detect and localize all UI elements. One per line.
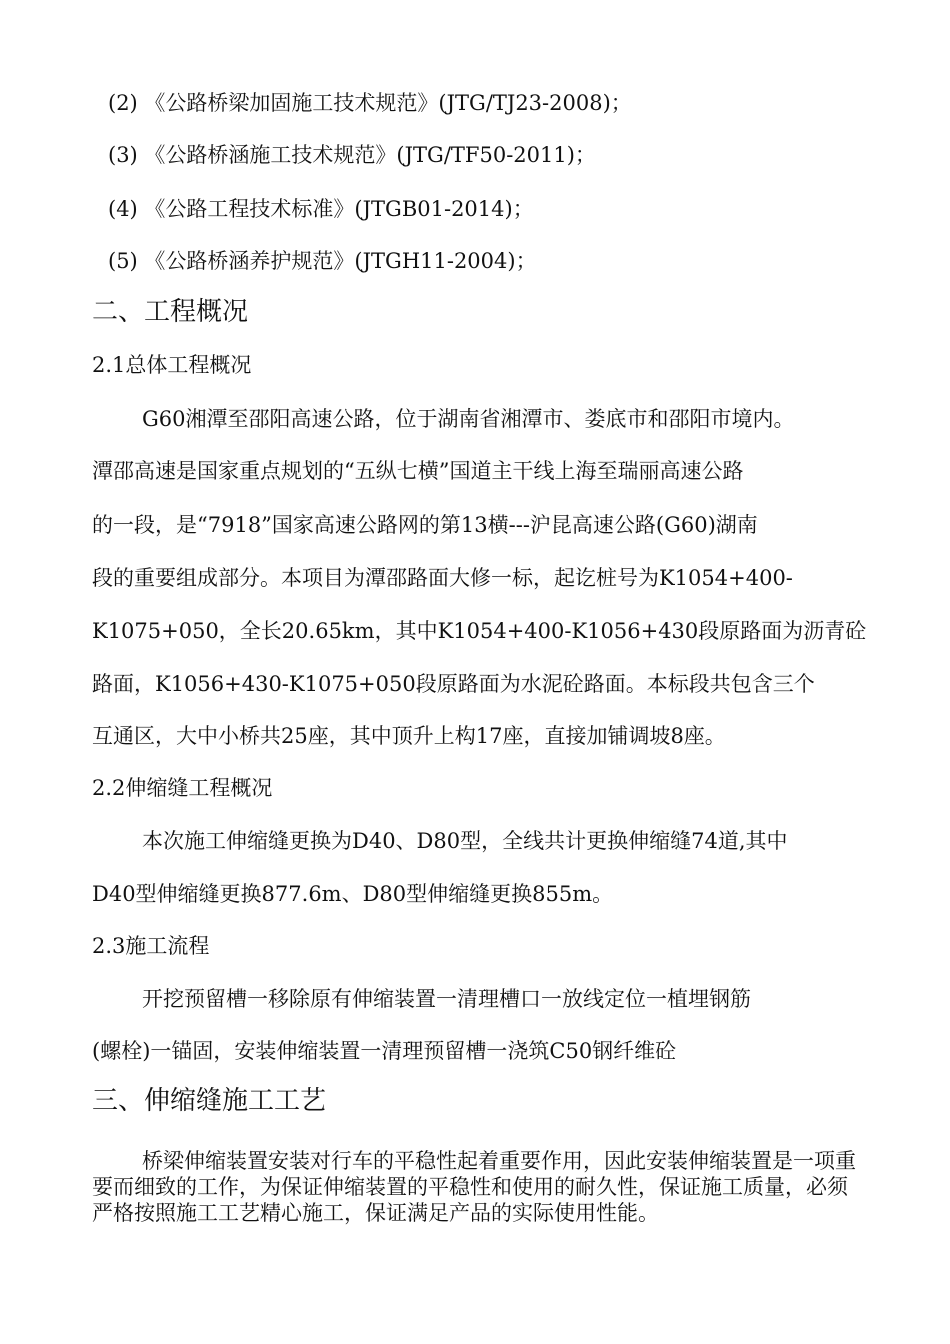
reference-item: (5) 《公路桥涵养护规范》(JTGH11-2004)； xyxy=(108,249,537,273)
paragraph-line: (螺栓)一锚固，安装伸缩装置一清理预留槽一浇筑C50钢纤维砼 xyxy=(92,1039,677,1063)
subsection-heading-2-1: 2.1总体工程概况 xyxy=(92,353,252,377)
section-heading-2: 二、工程概况 xyxy=(92,297,249,327)
paragraph-line: 开挖预留槽一移除原有伸缩装置一清理槽口一放线定位一植埋钢筋 xyxy=(142,987,751,1011)
paragraph-line: 本次施工伸缩缝更换为D40、D80型，全线共计更换伸缩缝74道,其中 xyxy=(142,829,788,853)
subsection-heading-2-3: 2.3施工流程 xyxy=(92,934,210,958)
paragraph-line: 潭邵高速是国家重点规划的“五纵七横”国道主干线上海至瑞丽高速公路 xyxy=(92,459,744,483)
reference-item: (2) 《公路桥梁加固施工技术规范》(JTG/TJ23-2008)； xyxy=(108,91,632,115)
section3-paragraph xyxy=(92,1148,862,1226)
paragraph-line: 段的重要组成部分。本项目为潭邵路面大修一标，起讫桩号为K1054+400- xyxy=(92,566,793,590)
paragraph-line: K1075+050，全长20.65km，其中K1054+400-K1056+430段原路面为沥青砼 xyxy=(92,619,867,643)
paragraph-line: D40型伸缩缝更换877.6m、D80型伸缩缝更换855m。 xyxy=(92,882,614,906)
paragraph-line: 的一段，是“7918”国家高速公路网的第13横---沪昆高速公路(G60)湖南 xyxy=(92,513,758,537)
paragraph-line: 路面，K1056+430-K1075+050段原路面为水泥砼路面。本标段共包含三个 xyxy=(92,672,815,696)
reference-item: (4) 《公路工程技术标准》(JTGB01-2014)； xyxy=(108,197,534,221)
paragraph-line: 互通区，大中小桥共25座，其中顶升上构17座，直接加铺调坡8座。 xyxy=(92,724,726,748)
reference-item: (3) 《公路桥涵施工技术规范》(JTG/TF50-2011)； xyxy=(108,143,596,167)
section-heading-3: 三、伸缩缝施工工艺 xyxy=(92,1086,327,1116)
paragraph-line: G60湘潭至邵阳高速公路，位于湖南省湘潭市、娄底市和邵阳市境内。 xyxy=(142,407,795,431)
subsection-heading-2-2: 2.2伸缩缝工程概况 xyxy=(92,776,273,800)
section3-paragraph-text: 桥梁伸缩装置安装对行车的平稳性起着重要作用，因此安装伸缩装置是一项重要而细致的工作，为保证伸缩装置的平稳性和使用的耐久性，保证施工质量，必须严格按照施工工艺精心施工，保证满足产品的实际使用性能。 xyxy=(92,1149,856,1225)
